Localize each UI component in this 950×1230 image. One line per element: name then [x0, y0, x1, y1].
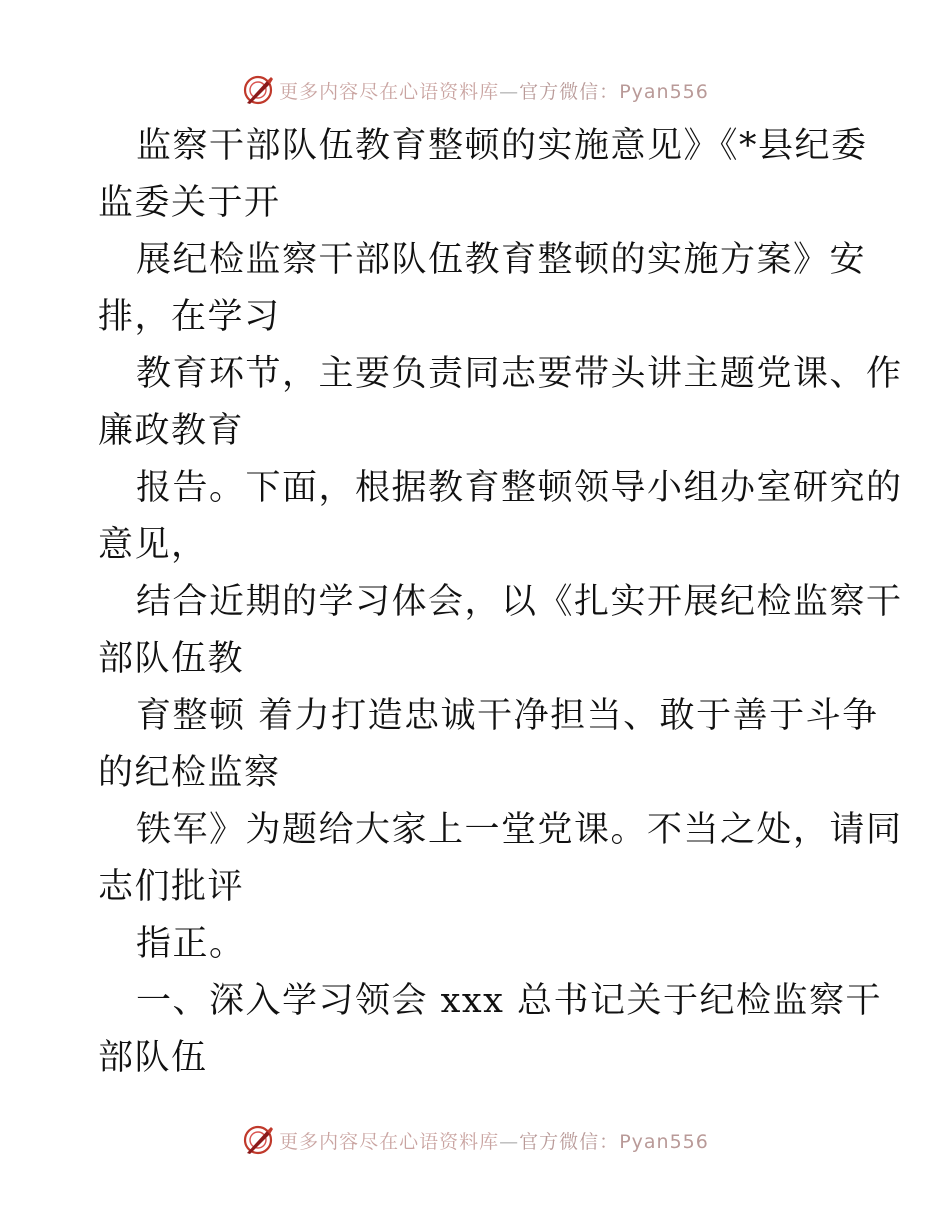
body-line: 排，在学习	[98, 297, 281, 337]
body-line: 意见，	[98, 525, 208, 565]
body-line: 铁军》为题给大家上一堂党课。不当之处，请同	[136, 810, 903, 850]
body-line: 教育环节，主要负责同志要带头讲主题党课、作	[136, 354, 903, 394]
body-line: 的纪检监察	[98, 753, 281, 793]
body-line: 报告。下面，根据教育整顿领导小组办室研究的	[136, 468, 903, 508]
body-line: 部队伍教	[98, 639, 245, 679]
watermark-text	[279, 1127, 709, 1154]
header-watermark	[0, 70, 950, 110]
body-line: 指正。	[136, 924, 246, 964]
body-line: 廉政教育	[98, 411, 245, 451]
wechat-label: 官方微信：	[519, 80, 620, 103]
wechat-id: Pyan556	[619, 80, 709, 103]
document-body	[98, 118, 903, 1087]
body-line: 志们批评	[98, 867, 245, 907]
wechat-label: 官方微信：	[519, 1130, 620, 1153]
body-line: 一、深入学习领会 xxx 总书记关于纪检监察干	[136, 981, 882, 1021]
footer-watermark	[0, 1120, 950, 1160]
watermark-text	[279, 77, 709, 104]
dash: —	[499, 80, 520, 103]
pen-logo-icon	[241, 1123, 275, 1157]
brand-text: 更多内容尽在心语资料库	[279, 80, 500, 103]
brand-text: 更多内容尽在心语资料库	[279, 1130, 500, 1153]
body-line: 育整顿 着力打造忠诚干净担当、敢于善于斗争	[136, 696, 879, 736]
dash: —	[499, 1130, 520, 1153]
body-line: 部队伍	[98, 1038, 208, 1078]
wechat-id: Pyan556	[619, 1130, 709, 1153]
body-line: 监察干部队伍教育整顿的实施意见》《*县纪委	[136, 126, 868, 166]
pen-logo-icon	[241, 73, 275, 107]
body-line: 展纪检监察干部队伍教育整顿的实施方案》安	[136, 240, 867, 280]
body-line: 监委关于开	[98, 183, 281, 223]
body-line: 结合近期的学习体会，以《扎实开展纪检监察干	[136, 582, 903, 622]
